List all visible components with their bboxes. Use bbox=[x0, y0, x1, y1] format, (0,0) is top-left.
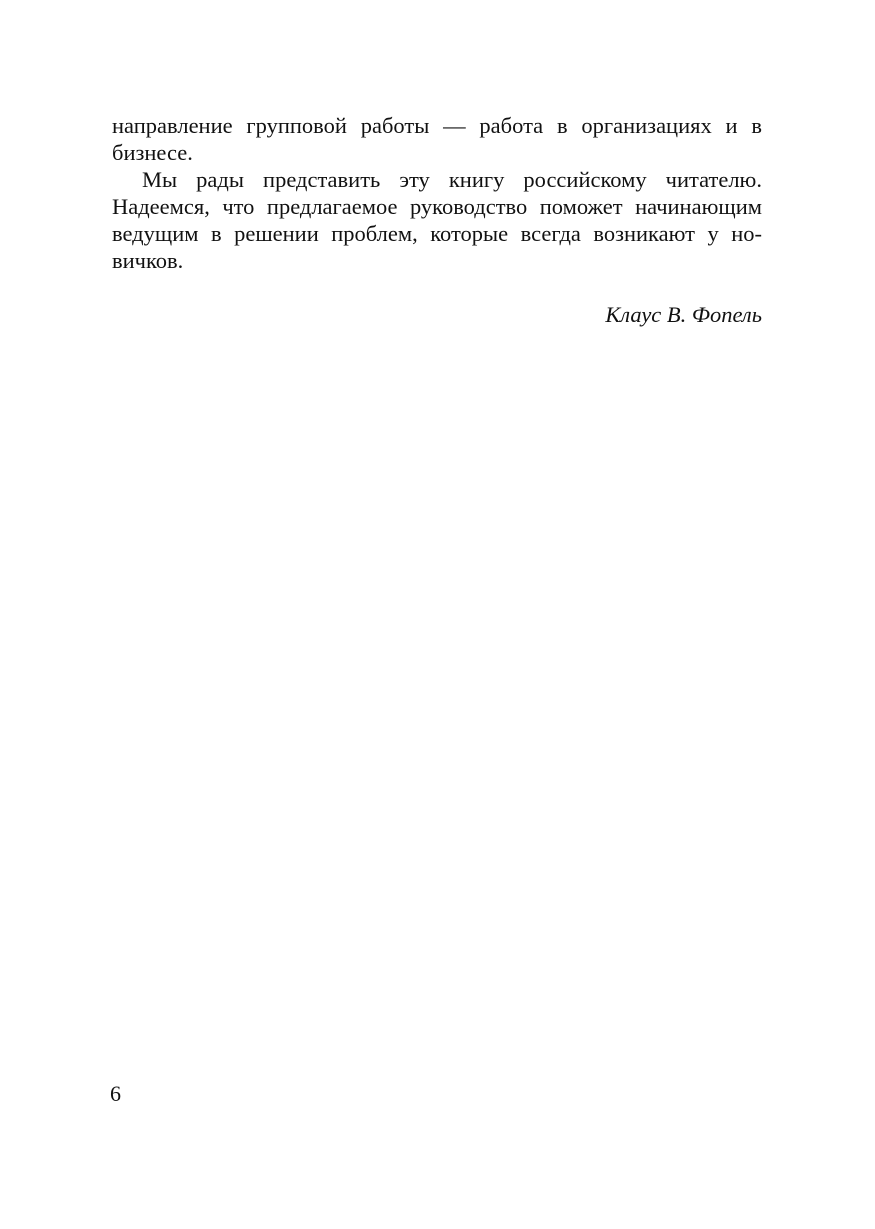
author-signature: Клаус В. Фопель bbox=[605, 302, 762, 327]
text-line: бизнесе. bbox=[112, 140, 193, 165]
text-line: направление групповой работы — работа в организациях и в bbox=[112, 113, 762, 138]
text-line: ведущим в решении проблем, которые всегда возникают у но- bbox=[112, 221, 762, 246]
text-line: вичков. bbox=[112, 248, 184, 273]
paragraph-1 bbox=[112, 112, 762, 166]
page-number: 6 bbox=[110, 1081, 121, 1106]
text-line: Мы рады представить эту книгу российскому читателю. bbox=[142, 167, 762, 192]
body-text bbox=[112, 112, 762, 274]
paragraph-2 bbox=[112, 166, 762, 274]
text-line: Надеемся, что предлагаемое руководство поможет начинающим bbox=[112, 194, 762, 219]
